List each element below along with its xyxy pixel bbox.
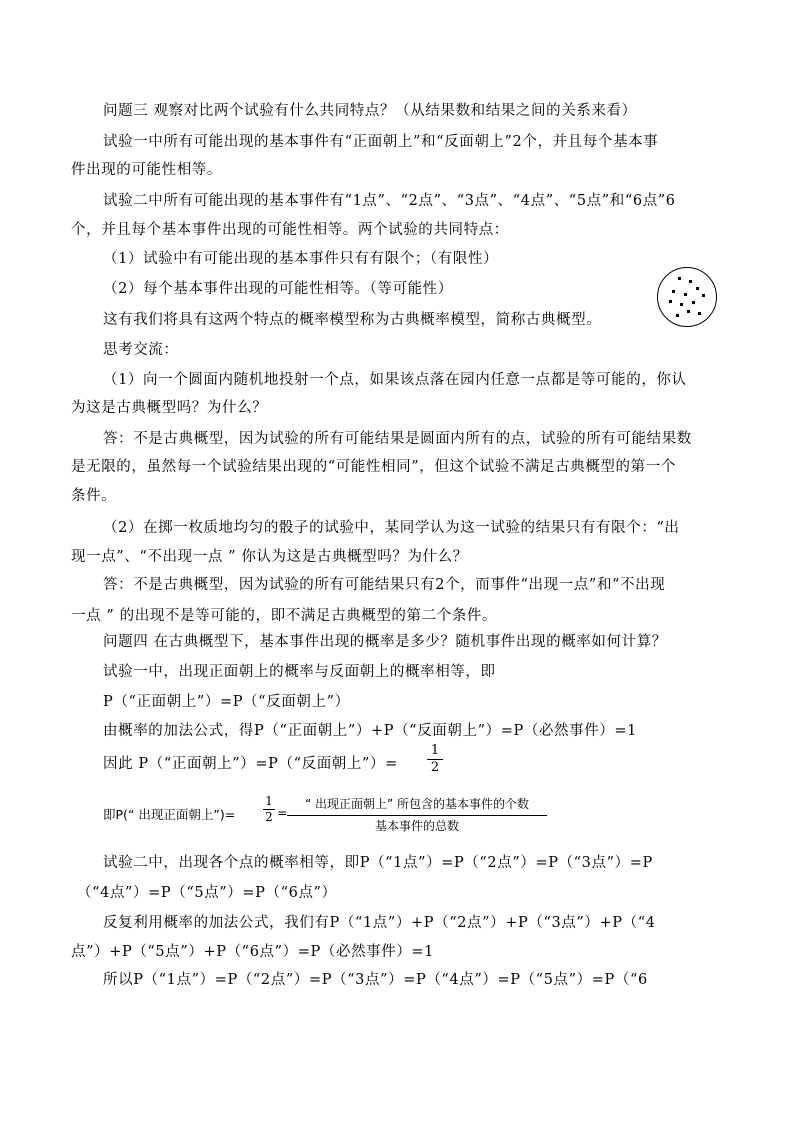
text-line: 试验一中，出现正面朝上的概率与反面朝上的概率相等，即 <box>103 664 496 680</box>
text-line: 问题三 观察对比两个试验有什么共同特点？（从结果数和结果之间的关系来看） <box>103 103 637 119</box>
dot <box>698 312 701 315</box>
text-line: （1）向一个圆面内随机地投射一个点，如果该点落在园内任意一点都是等可能的，你认 <box>103 372 687 388</box>
formula-equals: = <box>277 805 288 820</box>
text-line: 是无限的，虽然每一个试验结果出现的“可能性相同”，但这个试验不满足古典概型的第一个 <box>71 459 676 475</box>
formula-ratio <box>287 796 547 834</box>
dot <box>692 301 695 304</box>
text-line: 试验二中，出现各个点的概率相等，即P（“1点”）=P（“2点”）=P（“3点”）=P <box>103 855 653 871</box>
text-line: （2）每个基本事件出现的可能性相等。（等可能性） <box>103 281 453 297</box>
text-line: 件出现的可能性相等。 <box>71 162 222 178</box>
text-line: 答：不是古典概型，因为试验的所有可能结果是圆面内所有的点，试验的所有可能结果数 <box>103 431 692 447</box>
dot <box>678 277 681 280</box>
text-line: 答：不是古典概型，因为试验的所有可能结果只有2个，而事件“出现一点”和“不出现 <box>103 577 666 593</box>
text-line: 点”）+P（“5点”）+P（“6点”）=P（必然事件）=1 <box>71 944 435 960</box>
text-line: 这有我们将具有这两个特点的概率模型称为古典概率模型，简称古典概型。 <box>103 312 602 328</box>
formula-half-den: 2 <box>265 810 273 824</box>
text-line: 反复利用概率的加法公式，我们有P（“1点”）+P（“2点”）+P（“3点”）+P（“4 <box>103 915 656 931</box>
text-line: 一点 ” 的出现不是等可能的，即不满足古典概型的第二个条件。 <box>71 608 498 624</box>
text-line: （“4点”）=P（“5点”）=P（“6点”） <box>77 885 337 901</box>
dot <box>696 287 699 290</box>
text-line: 个，并且每个基本事件出现的可能性相等。两个试验的共同特点： <box>71 222 509 238</box>
fraction-half <box>427 743 443 775</box>
formula-half-num: 1 <box>265 794 273 808</box>
formula-prefix: 即P(“ 出现正面朝上”)= <box>103 807 236 822</box>
text-line: 思考交流： <box>103 342 179 358</box>
text-line: P（“正面朝上”）=P（“反面朝上”） <box>103 694 350 710</box>
text-line: 问题四 在古典概型下，基本事件出现的概率是多少？随机事件出现的概率如何计算？ <box>103 634 667 650</box>
text-line: （1）试验中有可能出现的基本事件只有有限个；（有限性） <box>103 251 499 267</box>
dot <box>687 310 690 313</box>
text-line: 试验一中所有可能出现的基本事件有“正面朝上”和“反面朝上”2个，并且每个基本事 <box>103 134 659 150</box>
fraction-denominator: 2 <box>430 760 440 775</box>
text-line: 条件。 <box>71 488 117 504</box>
formula-ratio-denominator: 基本事件的总数 <box>374 819 459 833</box>
text-line: 因此 P（“正面朝上”）=P（“反面朝上”）= <box>103 756 398 772</box>
dot <box>702 294 705 297</box>
dot <box>676 314 679 317</box>
text-line: 为这是古典概型吗？为什么？ <box>71 400 268 416</box>
text-line: 试验二中所有可能出现的基本事件有“1点”、“2点”、“3点”、“4点”、“5点”和“6点”6 <box>103 193 676 209</box>
fraction-bar <box>287 815 547 816</box>
fraction-numerator: 1 <box>430 743 440 758</box>
formula-ratio-numerator: “ 出现正面朝上” 所包含的基本事件的个数 <box>304 797 530 811</box>
dot <box>689 280 692 283</box>
circle-with-dots-figure <box>657 267 717 327</box>
dot <box>672 290 675 293</box>
text-line: 由概率的加法公式，得P（“正面朝上”）+P（“反面朝上”）=P（必然事件）=1 <box>103 723 637 739</box>
text-line: 所以P（“1点”）=P（“2点”）=P（“3点”）=P（“4点”）=P（“5点”）=P（“6 <box>103 972 648 988</box>
dot <box>680 303 683 306</box>
dot <box>669 300 672 303</box>
dot <box>684 293 687 296</box>
text-line: （2）在掷一枚质地均匀的骰子的试验中，某同学认为这一试验的结果只有有限个：“出 <box>103 520 680 536</box>
text-line: 现一点”、“不出现一点 ” 你认为这是古典概型吗？为什么？ <box>71 549 468 565</box>
formula-half <box>263 794 275 824</box>
